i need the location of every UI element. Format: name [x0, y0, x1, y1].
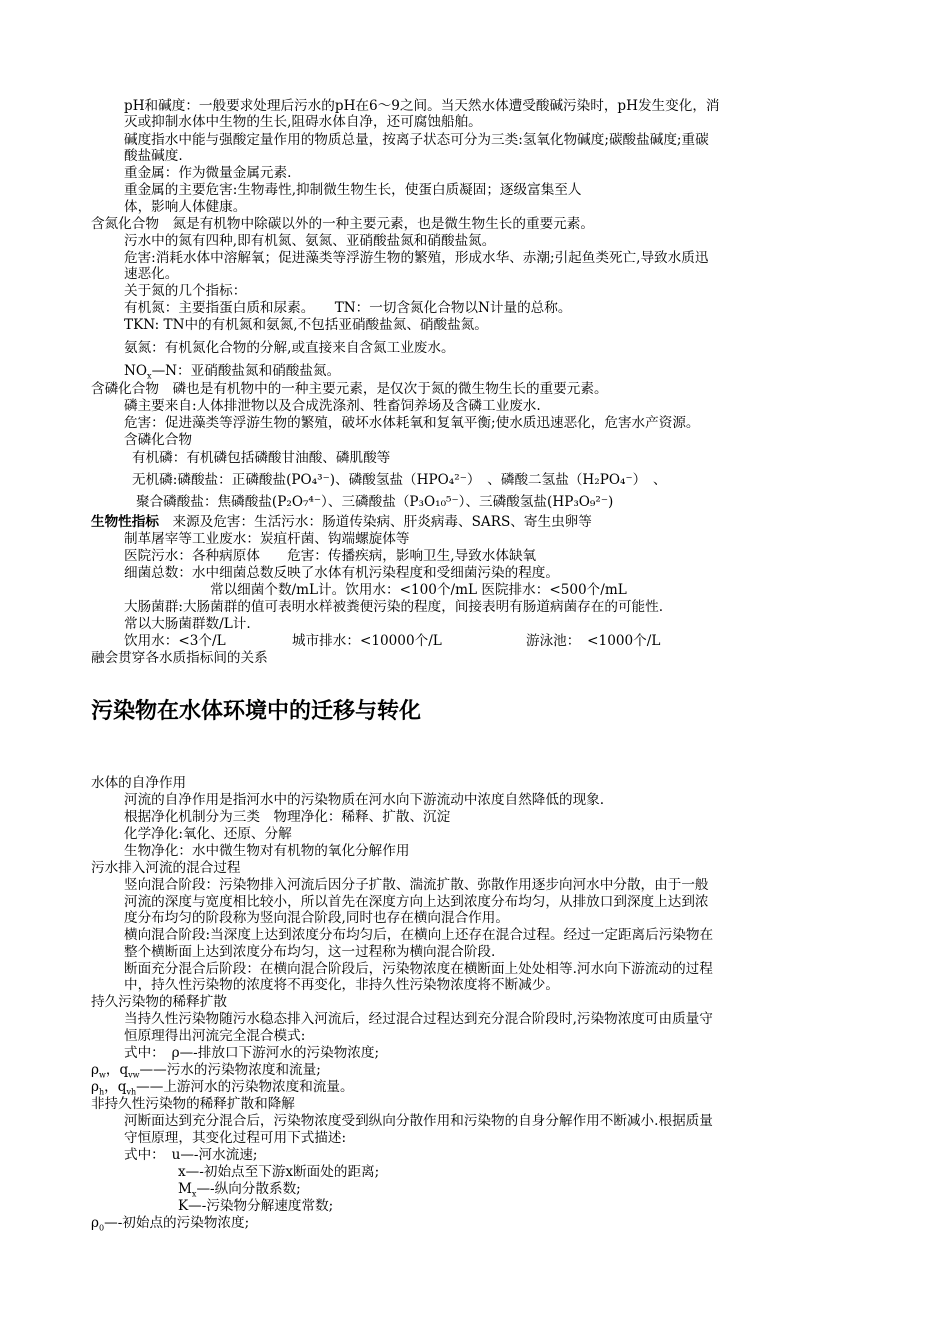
mixing-section-2: 中，持久性污染物的浓度将不再变化，非持久性污染物浓度将不断减少。 [124, 977, 559, 993]
phosphorus-title: 含磷化合物 磷也是有机物中的一种主要元素，是仅次于氮的微生物生长的重要元素。 [91, 381, 608, 397]
heavy-metal-line-1: 重金属：作为微量金属元素. [124, 165, 292, 181]
mixing-horizontal-2: 整个横断面上达到浓度分布均匀，这一过程称为横向混合阶段. [124, 944, 496, 960]
bio-bacteria-units: 常以细菌个数/mL计。饮用水：<100个/mL 医院排水：<500个/mL [210, 582, 627, 598]
self-purification-title: 水体的自净作用 [91, 775, 187, 791]
bio-coliform: 大肠菌群:大肠菌群的值可表明水样被粪便污染的程度，间接表明有肠道病菌存在的可能性. [124, 599, 664, 615]
bio-coliform-units: 常以大肠菌群数/L计. [124, 616, 251, 632]
non-persistent-line-6: K—-污染物分解速度常数; [178, 1198, 334, 1214]
self-purification-chem: 化学净化:氧化、还原、分解 [124, 826, 292, 842]
bio-pool: 游泳池： <1000个/L [526, 633, 661, 649]
self-purification-mech: 根据净化机制分为三类 物理净化：稀释、扩散、沉淀 [124, 809, 451, 825]
nitrogen-harm-2: 速恶化。 [124, 266, 179, 282]
ph-line-2: 灭或抑制水体中生物的生长,阻碍水体自净，还可腐蚀船舶。 [124, 114, 482, 130]
relation-line: 融会贯穿各水质指标间的关系 [91, 650, 268, 666]
alkalinity-line-1: 碱度指水中能与强酸定量作用的物质总量，按离子状态可分为三类:氢氧化物碱度;碳酸盐碱度;重碳 [124, 132, 709, 148]
mixing-horizontal-1: 横向混合阶段:当深度上达到浓度分布均匀后，在横向上还存在混合过程。经过一定距离后污染物在 [124, 927, 714, 943]
non-persistent-line-4: x—-初始点至下游x断面处的距离; [178, 1164, 380, 1180]
bio-bacteria: 细菌总数：水中细菌总数反映了水体有机污染程度和受细菌污染的程度。 [124, 565, 559, 581]
mixing-section-1: 断面充分混合后阶段：在横向混合阶段后，污染物浓度在横断面上处处相等.河水向下游流动的过程 [124, 961, 713, 977]
bio-drinking: 饮用水：<3个/L [124, 633, 226, 649]
phosphorus-source: 磷主要来自:人体排泄物以及合成洗涤剂、牲畜饲养场及含磷工业废水. [124, 398, 541, 414]
non-persistent-line-3: 式中： u—-河水流速; [124, 1147, 258, 1163]
section-heading: 污染物在水体环境中的迁移与转化 [91, 699, 422, 724]
phosphorus-organic: 有机磷：有机磷包括磷酸甘油酸、磷肌酸等 [132, 450, 391, 466]
nitrogen-nox: $NO_x—N$：亚硝酸盐氮和硝酸盐氮。 [124, 363, 341, 381]
persistent-line-5: $\rho_h$，$q_{vh}——$上游河水的污染物浓度和流量。 [91, 1079, 354, 1097]
non-persistent-line-5: $M_x—-$纵向分散系数; [178, 1181, 301, 1199]
persistent-line-3: 式中： ρ—-排放口下游河水的污染物浓度; [124, 1045, 380, 1061]
ph-line-1: pH和碱度：一般要求处理后污水的pH在6～9之间。当天然水体遭受酸碱污染时，pH发生变化，消 [124, 98, 720, 114]
nitrogen-indices: 关于氮的几个指标： [124, 283, 247, 299]
persistent-line-2: 恒原理得出河流完全混合模式: [124, 1028, 306, 1044]
non-persistent-line-2: 守恒原理，其变化过程可用下式描述: [124, 1130, 347, 1146]
bio-city-drain: 城市排水：<10000个/L [292, 633, 442, 649]
bio-indicator-label: 生物性指标 [91, 514, 159, 530]
non-persistent-line-1: 河断面达到充分混合后，污染物浓度受到纵向分散作用和污染物的自身分解作用不断减小.根据质量 [124, 1113, 713, 1129]
self-purification-bio: 生物净化：水中微生物对有机物的氧化分解作用 [124, 843, 410, 859]
non-persistent-line-7: $\rho_0—-$初始点的污染物浓度; [91, 1215, 250, 1233]
phosphorus-inorganic: 无机磷:磷酸盐：正磷酸盐(PO₄³⁻)、磷酸氢盐（HPO₄²⁻） 、磷酸二氢盐（H₂PO₄⁻） 、 [132, 472, 667, 488]
persistent-title: 持久污染物的稀释扩散 [91, 994, 227, 1010]
alkalinity-line-2: 酸盐碱度. [124, 148, 183, 164]
heavy-metal-line-3: 体，影响人体健康。 [124, 199, 247, 215]
self-purification-def: 河流的自净作用是指河水中的污染物质在河水向下游流动中浓度自然降低的现象. [124, 792, 605, 808]
nitrogen-tkn: TKN: TN中的有机氮和氨氮,不包括亚硝酸盐氮、硝酸盐氮。 [124, 317, 488, 333]
nitrogen-ammonia: 氨氮：有机氮化合物的分解,或直接来自含氮工业废水。 [124, 340, 455, 356]
bio-indicator-line: 生物性指标 来源及危害：生活污水：肠道传染病、肝炎病毒、SARS、寄生虫卵等 [91, 514, 592, 530]
nitrogen-organic: 有机氮：主要指蛋白质和尿素。 TN：一切含氮化合物以N计量的总称。 [124, 300, 572, 316]
mixing-vertical-1: 竖向混合阶段：污染物排入河流后因分子扩散、湍流扩散、弥散作用逐步向河水中分散，由于一般 [124, 877, 709, 893]
nitrogen-harm-1: 危害:消耗水体中溶解氧；促进藻类等浮游生物的繁殖，形成水华、赤潮;引起鱼类死亡,导致水质迅 [124, 250, 709, 266]
persistent-line-4: $\rho_w$，$q_{vw}——$污水的污染物浓度和流量; [91, 1062, 321, 1080]
persistent-line-1: 当持久性污染物随污水稳态排入河流后，经过混合过程达到充分混合阶段时,污染物浓度可由质量守 [124, 1011, 713, 1027]
nitrogen-title: 含氮化合物 氮是有机物中除碳以外的一种主要元素，也是微生物生长的重要元素。 [91, 216, 594, 232]
phosphorus-harm: 危害：促进藻类等浮游生物的繁殖，破坏水体耗氧和复氧平衡;使水质迅速恶化，危害水产资源。 [124, 415, 700, 431]
non-persistent-title: 非持久性污染物的稀释扩散和降解 [91, 1096, 295, 1112]
phosphorus-polymer: 聚合磷酸盐：焦磷酸盐(P₂O₇⁴⁻）、三磷酸盐（P₃O₁₀⁵⁻）、三磷酸氢盐(HP₃O₉²⁻) [136, 494, 614, 510]
heavy-metal-line-2: 重金属的主要危害:生物毒性,抑制微生物生长，使蛋白质凝固；逐级富集至人 [124, 182, 582, 198]
phosphorus-compounds: 含磷化合物 [124, 432, 192, 448]
mixing-vertical-3: 度分布均匀的阶段称为竖向混合阶段,同时也存在横向混合作用。 [124, 910, 509, 926]
bio-industrial: 制革屠宰等工业废水：炭疽杆菌、钩端螺旋体等 [124, 531, 410, 547]
bio-hospital: 医院污水：各种病原体 危害：传播疾病，影响卫生,导致水体缺氧 [124, 548, 537, 564]
nitrogen-forms: 污水中的氮有四种,即有机氮、氨氮、亚硝酸盐氮和硝酸盐氮。 [124, 233, 496, 249]
mixing-title: 污水排入河流的混合过程 [91, 860, 241, 876]
mixing-vertical-2: 河流的深度与宽度相比较小，所以首先在深度方向上达到浓度分布均匀，从排放口到深度上达到浓 [124, 894, 709, 910]
